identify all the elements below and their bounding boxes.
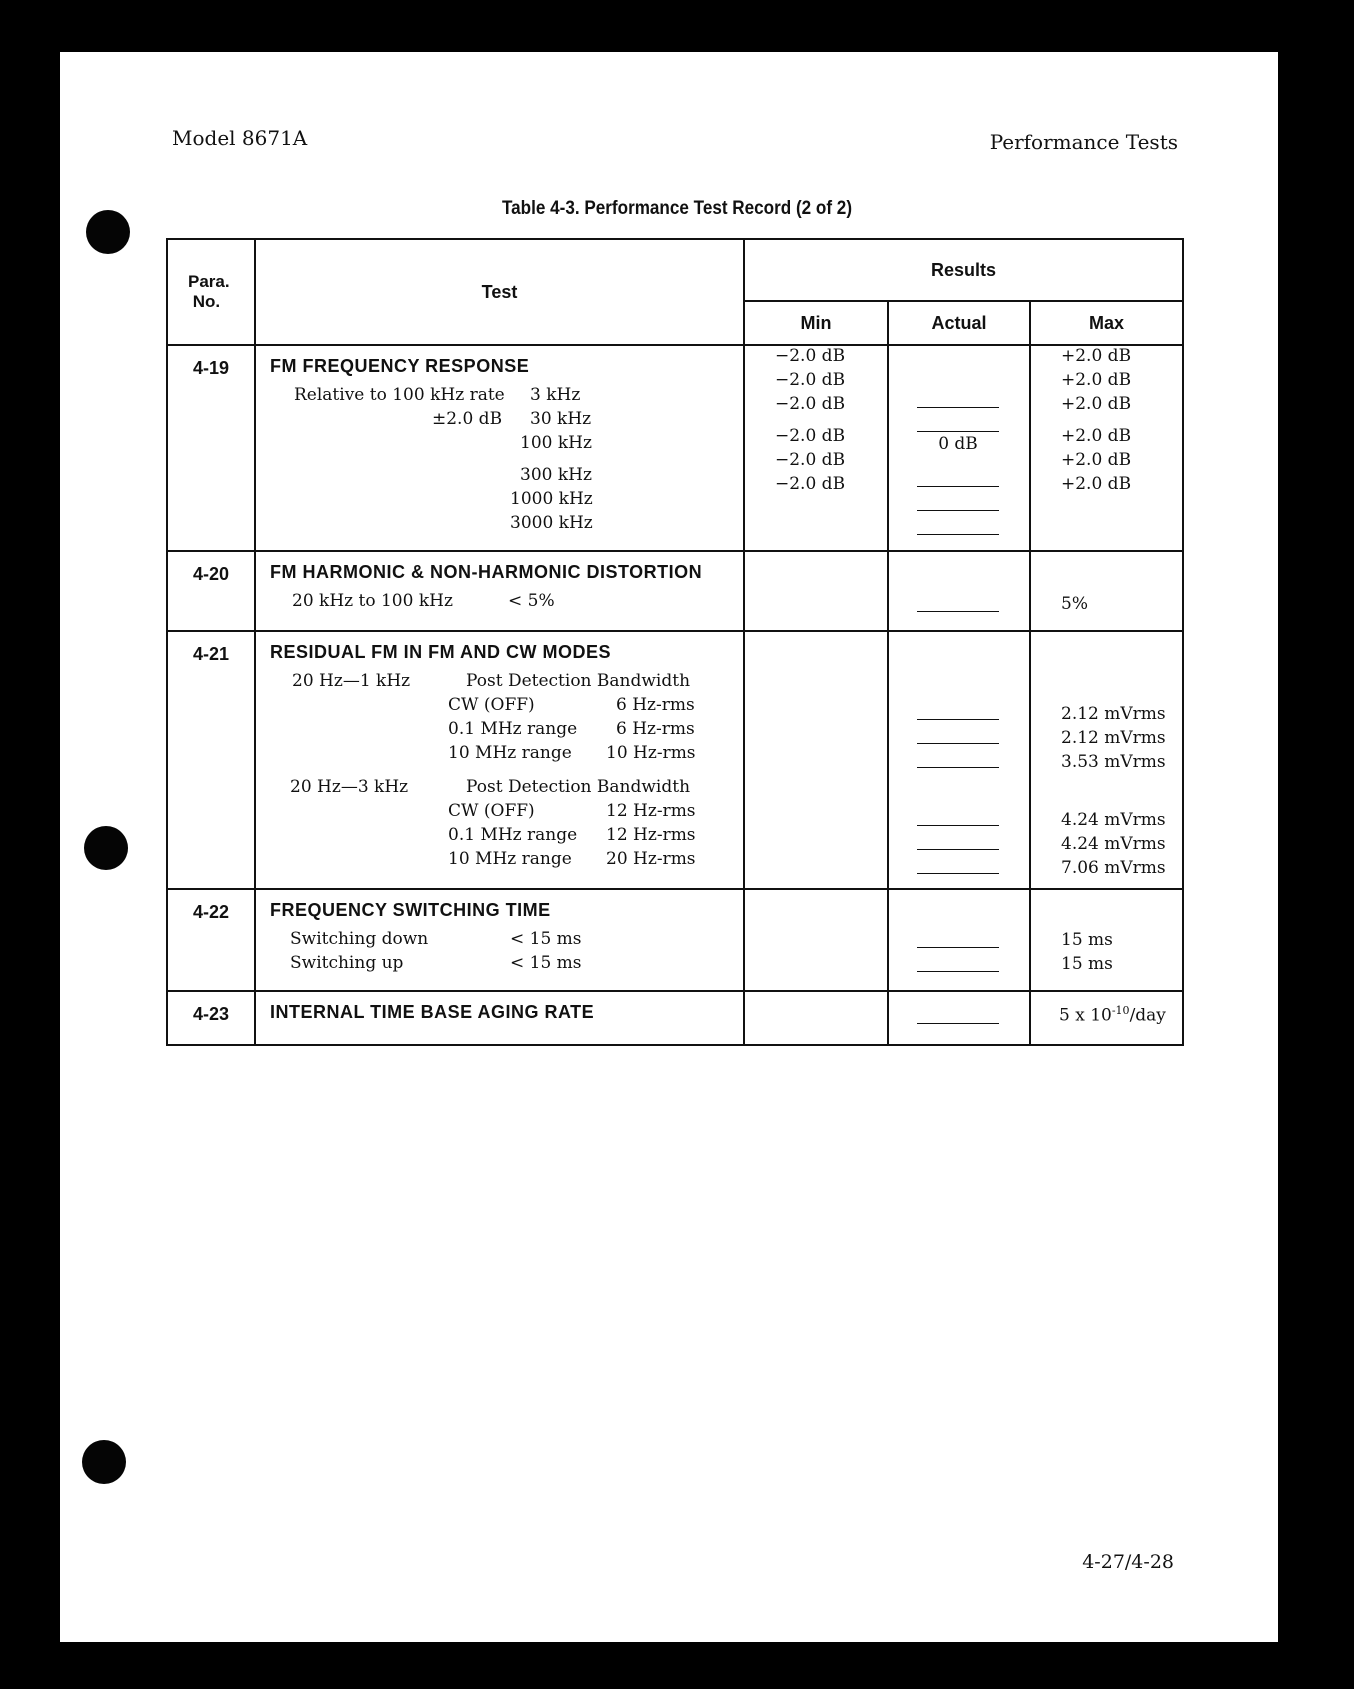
test-label: Switching down: [290, 929, 429, 949]
max-value: 2.12 mVrms: [1061, 728, 1166, 748]
max-value: +2.0 dB: [1061, 426, 1132, 446]
test-label: 20 kHz to 100 kHz: [292, 591, 453, 611]
test-title: FM FREQUENCY RESPONSE: [270, 356, 530, 376]
col-min-header: Min: [744, 301, 888, 345]
mode-label: 0.1 MHz range: [448, 719, 578, 739]
test-limit: < 5%: [508, 591, 555, 611]
actual-entry-field[interactable]: [917, 924, 999, 948]
table-caption: Table 4-3. Performance Test Record (2 of 2): [501, 198, 853, 219]
table-row: [167, 991, 1183, 1045]
max-value: 4.24 mVrms: [1061, 810, 1166, 830]
actual-entry-field[interactable]: [917, 384, 999, 408]
para-number: 4-21: [167, 631, 255, 889]
test-cell: [255, 345, 744, 551]
min-cell: [744, 991, 888, 1045]
actual-entry-field[interactable]: [917, 408, 999, 432]
max-cell: [1030, 991, 1183, 1045]
max-value: +2.0 dB: [1061, 370, 1132, 390]
performance-test-record-table: [166, 238, 1184, 1046]
rate-value: 300 kHz: [520, 465, 592, 485]
para-number: 4-19: [167, 345, 255, 551]
band-label: 20 Hz—1 kHz: [292, 671, 411, 691]
test-limit: < 15 ms: [510, 929, 582, 949]
test-label: Relative to 100 kHz rate: [294, 385, 505, 405]
table-row: [167, 889, 1183, 991]
col-actual-header: Actual: [888, 301, 1030, 345]
punch-hole: [82, 1440, 126, 1484]
col-test-header: Test: [255, 239, 744, 345]
max-value: 2.12 mVrms: [1061, 704, 1166, 724]
actual-cell: [888, 889, 1030, 991]
actual-entry-field[interactable]: [917, 720, 999, 744]
test-title: FM HARMONIC & NON-HARMONIC DISTORTION: [270, 562, 703, 582]
test-limit: < 15 ms: [510, 953, 582, 973]
min-cell: [744, 631, 888, 889]
min-value: −2.0 dB: [775, 474, 846, 494]
actual-cell: [888, 345, 1030, 551]
col-results-header: Results: [744, 239, 1183, 301]
max-cell: [1030, 631, 1183, 889]
max-value: 15 ms: [1061, 930, 1113, 950]
rate-value: 3000 kHz: [510, 513, 593, 533]
max-cell: [1030, 551, 1183, 631]
rate-value: 3 kHz: [530, 385, 581, 405]
min-value: −2.0 dB: [775, 370, 846, 390]
para-number: 4-20: [167, 551, 255, 631]
max-cell: [1030, 345, 1183, 551]
section-header: Performance Tests: [989, 130, 1178, 154]
max-value: 4.24 mVrms: [1061, 834, 1166, 854]
test-title: FREQUENCY SWITCHING TIME: [270, 900, 551, 920]
test-cell: [255, 991, 744, 1045]
pdb-label: Post Detection Bandwidth: [466, 777, 691, 797]
max-value: +2.0 dB: [1061, 474, 1132, 494]
model-header: Model 8671A: [172, 126, 308, 150]
max-value: 15 ms: [1061, 954, 1113, 974]
actual-entry-field[interactable]: [917, 744, 999, 768]
rate-value: 30 kHz: [530, 409, 592, 429]
tolerance-label: ±2.0 dB: [432, 409, 503, 429]
limit-value: 6 Hz-rms: [616, 719, 695, 739]
actual-entry-field[interactable]: [917, 511, 999, 535]
mode-label: CW (OFF): [448, 801, 535, 821]
col-para-header: Para. No.: [167, 239, 255, 345]
test-title: RESIDUAL FM IN FM AND CW MODES: [270, 642, 611, 662]
col-max-header: Max: [1030, 301, 1183, 345]
max-value: 7.06 mVrms: [1061, 858, 1166, 878]
limit-value: 12 Hz-rms: [606, 801, 696, 821]
test-cell: [255, 889, 744, 991]
max-value: 5%: [1061, 594, 1088, 614]
min-cell: [744, 551, 888, 631]
limit-value: 20 Hz-rms: [606, 849, 696, 869]
band-label: 20 Hz—3 kHz: [290, 777, 409, 797]
test-cell: [255, 631, 744, 889]
min-value: −2.0 dB: [775, 450, 846, 470]
actual-entry-field[interactable]: [917, 850, 999, 874]
actual-entry-field[interactable]: [917, 696, 999, 720]
actual-cell: [888, 631, 1030, 889]
rate-value: 100 kHz: [520, 433, 592, 453]
para-number: 4-22: [167, 889, 255, 991]
actual-entry-field[interactable]: [917, 463, 999, 487]
table-row: [167, 551, 1183, 631]
table-row: [167, 345, 1183, 551]
limit-value: 6 Hz-rms: [616, 695, 695, 715]
actual-entry-field[interactable]: [917, 802, 999, 826]
actual-cell: [888, 991, 1030, 1045]
min-value: −2.0 dB: [775, 346, 846, 366]
max-value: +2.0 dB: [1061, 346, 1132, 366]
actual-entry-field[interactable]: [917, 948, 999, 972]
test-cell: [255, 551, 744, 631]
page-number: 4-27/4-28: [1082, 1551, 1174, 1573]
mode-label: 0.1 MHz range: [448, 825, 578, 845]
limit-value: 10 Hz-rms: [606, 743, 696, 763]
test-label: Switching up: [290, 953, 404, 973]
actual-reference: 0 dB: [938, 434, 978, 454]
mode-label: CW (OFF): [448, 695, 535, 715]
limit-value: 12 Hz-rms: [606, 825, 696, 845]
para-number: 4-23: [167, 991, 255, 1045]
actual-cell: [888, 551, 1030, 631]
actual-entry-field[interactable]: [917, 588, 999, 612]
pdb-label: Post Detection Bandwidth: [466, 671, 691, 691]
mode-label: 10 MHz range: [448, 743, 572, 763]
min-value: −2.0 dB: [775, 394, 846, 414]
actual-entry-field[interactable]: [917, 1000, 999, 1024]
max-value: 3.53 mVrms: [1061, 752, 1166, 772]
max-cell: [1030, 889, 1183, 991]
max-value: 5 x $10^{-10}$/day: [1059, 1004, 1166, 1026]
min-cell: [744, 345, 888, 551]
mode-label: 10 MHz range: [448, 849, 572, 869]
test-title: INTERNAL TIME BASE AGING RATE: [270, 1002, 595, 1022]
actual-entry-field[interactable]: [917, 487, 999, 511]
min-cell: [744, 889, 888, 991]
max-value: +2.0 dB: [1061, 394, 1132, 414]
max-value: +2.0 dB: [1061, 450, 1132, 470]
table-row: [167, 631, 1183, 889]
min-value: −2.0 dB: [775, 426, 846, 446]
actual-entry-field[interactable]: [917, 826, 999, 850]
rate-value: 1000 kHz: [510, 489, 593, 509]
punch-hole: [84, 826, 128, 870]
